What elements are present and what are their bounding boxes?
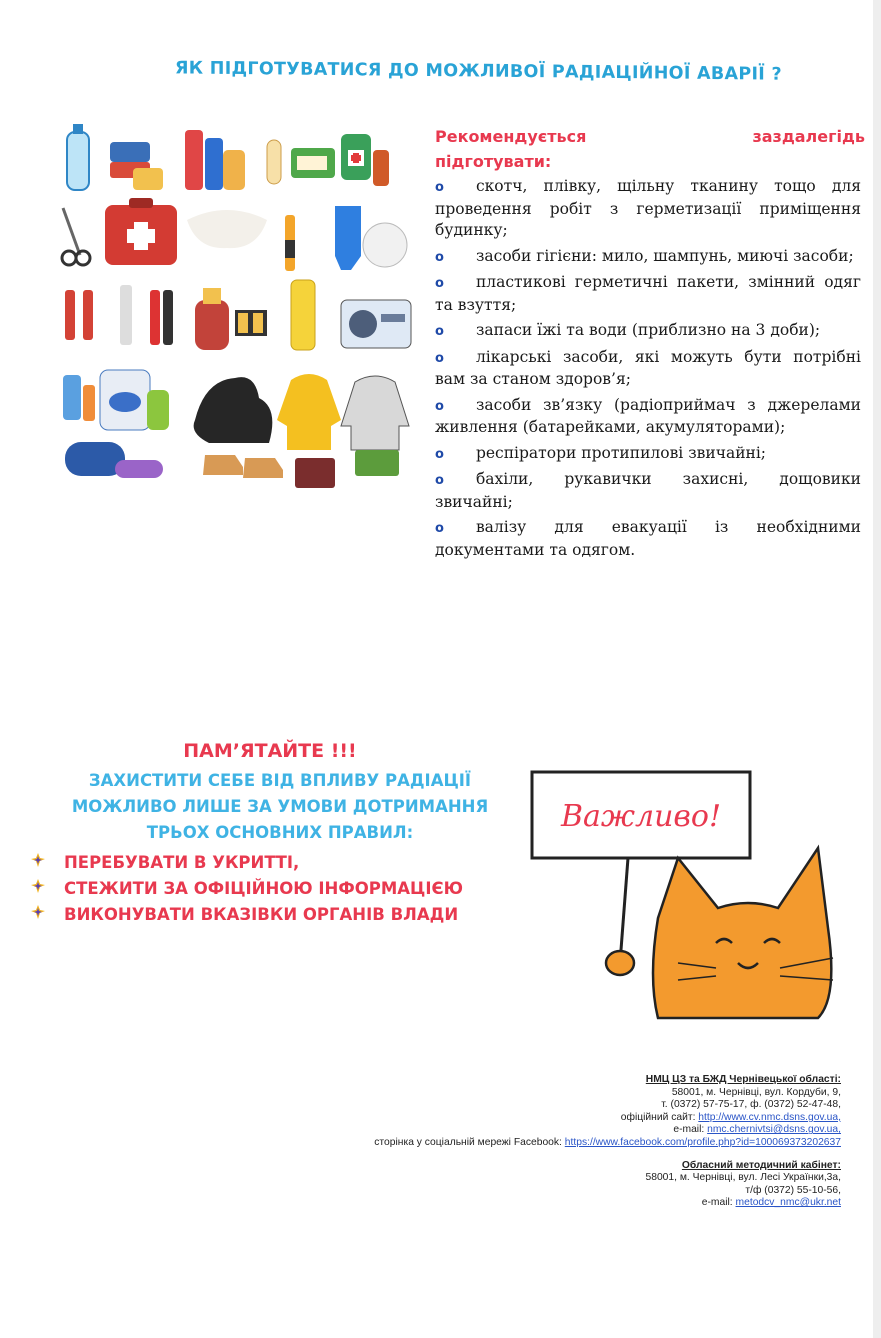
page-title: ЯК ПІДГОТУВАТИСЯ ДО МОЖЛИВОЇ РАДІАЦІЙНОЇ АВАРІЇ ? xyxy=(175,58,782,85)
bullet-icon: o xyxy=(435,180,444,195)
org2-title: Обласний методичний кабінет: xyxy=(681,1159,841,1171)
page-edge xyxy=(873,0,881,1338)
list-item: o засоби гігієни: мило, шампунь, миючі засоби; xyxy=(435,246,854,265)
site-link[interactable]: http://www.cv.nmc.dsns.gov.ua, xyxy=(698,1111,841,1123)
list-item: o засоби зв’язку (радіоприймач з джерелами живлення (батарейками, акумуляторами); xyxy=(435,395,861,436)
bullet-icon: o xyxy=(435,446,444,462)
supplies-list xyxy=(435,176,861,565)
list-item: o респіратори протипилові звичайні; xyxy=(435,443,767,462)
recommend-heading xyxy=(435,124,865,174)
list-item: o валізу для евакуації із необхідними документами та одягом. xyxy=(435,518,861,559)
org1-address: 58001, м. Чернівці, вул. Кордуби, 9, xyxy=(671,1086,841,1098)
list-item: o бахіли, рукавички захисні, дощовики звичайні; xyxy=(435,470,861,511)
list-item: o пластикові герметичні пакети, змінний одяг та взуття; xyxy=(435,273,861,314)
sign-text: Важливо! xyxy=(560,799,722,834)
facebook-link[interactable]: https://www.facebook.com/profile.php?id=100069373202637 xyxy=(564,1136,841,1148)
list-item: o запаси їжі та води (приблизно на 3 доби); xyxy=(435,321,821,339)
list-item: o скотч, плівку, щільну тканину тощо для проведення робіт з герметизації приміщення будинку; xyxy=(435,177,861,239)
bullet-icon: o xyxy=(435,276,444,291)
bullet-icon: o xyxy=(435,521,444,536)
email2-link[interactable]: metodcv_nmc@ukr.net xyxy=(735,1197,841,1209)
bullet-icon: o xyxy=(435,350,444,366)
pushpin-icon xyxy=(30,876,64,902)
rule-item: СТЕЖИТИ ЗА ОФІЦІЙНОЮ ІНФОРМАЦІЄЮ xyxy=(30,876,530,902)
recommend-word2: заздалегідь xyxy=(752,127,865,146)
cat-sign-illustration xyxy=(528,768,848,1028)
list-item: o лікарські засоби, які можуть бути потрібні вам за станом здоров’я; xyxy=(435,347,861,388)
recommend-line2: підготувати: xyxy=(435,152,552,171)
rules-list xyxy=(30,850,530,928)
contacts-block xyxy=(221,1074,841,1210)
remember-title: ПАМ’ЯТАЙТЕ !!! xyxy=(183,740,357,762)
bullet-icon: o xyxy=(435,249,444,265)
bullet-icon: o xyxy=(435,473,444,488)
org2-address: 58001, м. Чернівці, вул. Лесі Українки,3а, xyxy=(645,1172,841,1184)
org1-site: офіційний сайт: http://www.cv.nmc.dsns.gov.ua, xyxy=(620,1111,841,1123)
org1-phone: т. (0372) 57-75-17, ф. (0372) 52-47-48, xyxy=(661,1099,841,1111)
bullet-icon: o xyxy=(435,324,444,339)
pushpin-icon xyxy=(30,850,64,876)
bullet-icon: o xyxy=(435,398,444,414)
remember-block xyxy=(30,740,530,928)
rule-item: ПЕРЕБУВАТИ В УКРИТТІ, xyxy=(30,850,530,876)
recommend-word1: Рекомендується xyxy=(435,127,587,146)
org2-phone: т/ф (0372) 55-10-56, xyxy=(745,1184,841,1196)
org1-title: НМЦ ЦЗ та БЖД Чернівецької області: xyxy=(645,1074,841,1085)
org1-facebook: сторінка у соціальній мережі Facebook: https://www.facebook.com/profile.php?id=100069373202637 xyxy=(374,1136,841,1148)
email1-link[interactable]: nmc.chernivtsi@dsns.gov.ua, xyxy=(707,1124,841,1136)
remember-subtitle: ЗАХИСТИТИ СЕБЕ ВІД ВПЛИВУ РАДІАЦІЇ МОЖЛИВО ЛИШЕ ЗА УМОВИ ДОТРИМАННЯ ТРЬОХ ОСНОВНИХ ПРАВИЛ: xyxy=(71,771,489,842)
rule-item: ВИКОНУВАТИ ВКАЗІВКИ ОРГАНІВ ВЛАДИ xyxy=(30,902,530,928)
supplies-illustration xyxy=(55,120,415,500)
pushpin-icon xyxy=(30,902,64,928)
org1-email: e-mail: nmc.chernivtsi@dsns.gov.ua, xyxy=(673,1124,841,1136)
org2-email: e-mail: metodcv_nmc@ukr.net xyxy=(701,1197,841,1209)
